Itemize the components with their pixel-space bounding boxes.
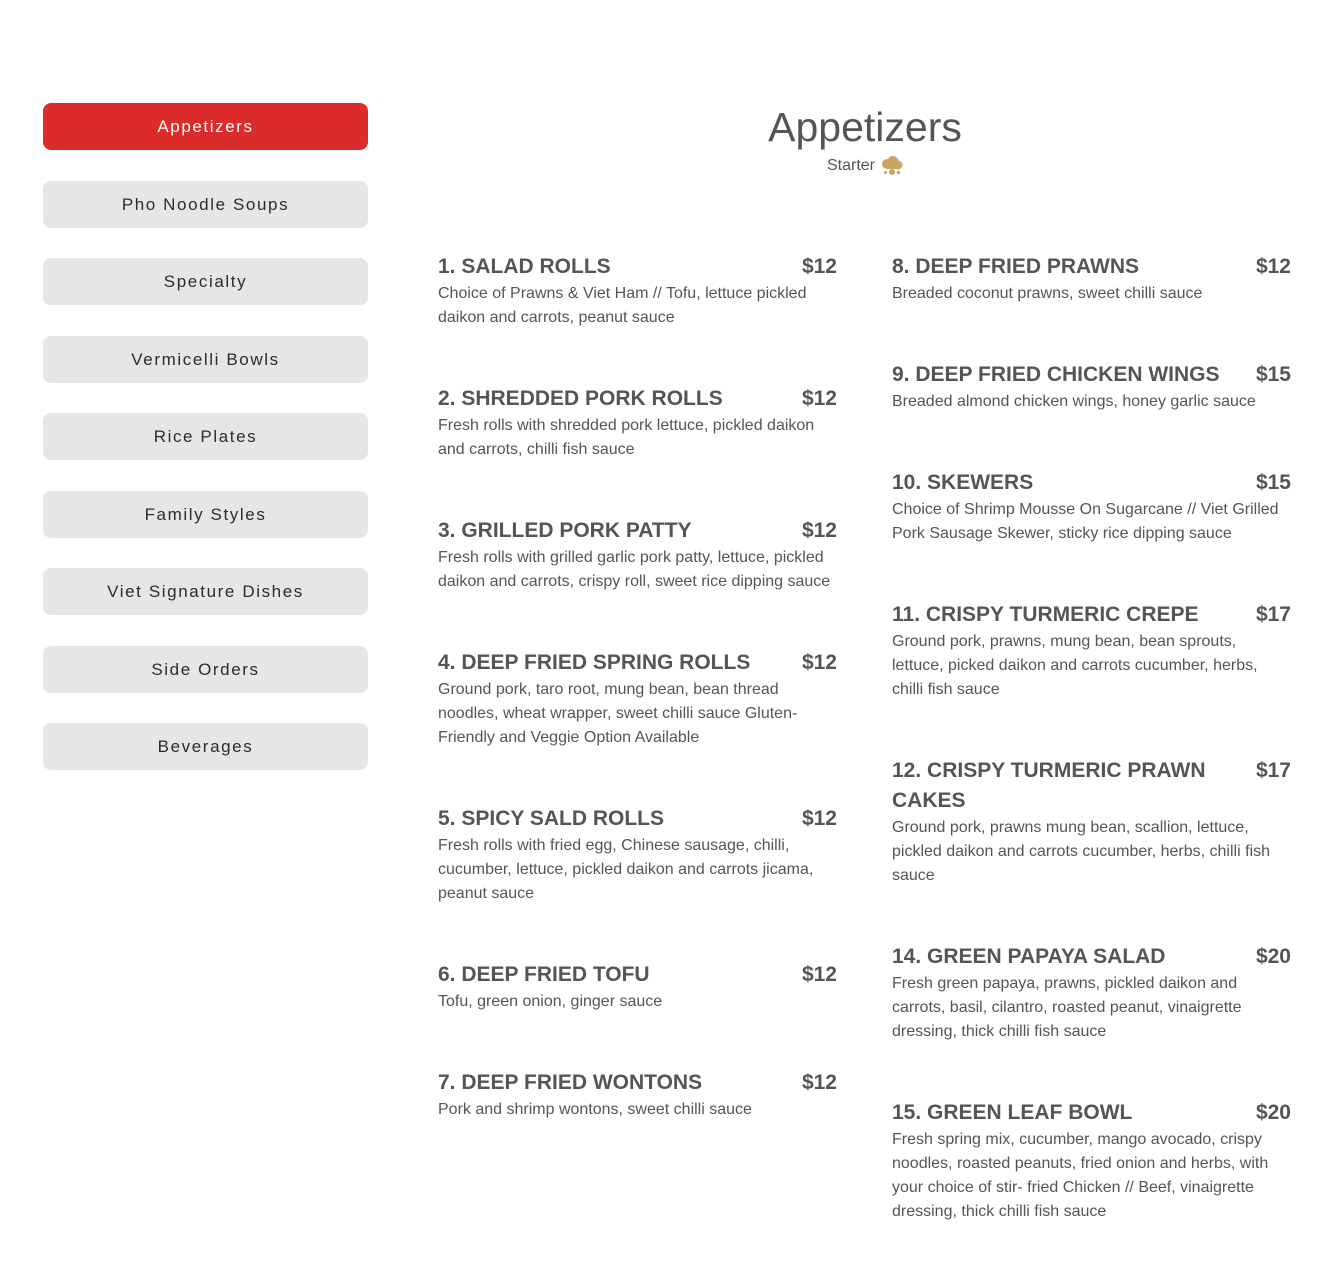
item-name: 15. GREEN LEAF BOWL [892,1101,1133,1124]
item-name: 7. DEEP FRIED WONTONS [438,1071,703,1094]
item-description: Pork and shrimp wontons, sweet chilli sauce [438,1101,752,1118]
category-rice-plates-button[interactable]: Rice Plates [43,413,368,460]
menu-item [892,942,1291,1044]
item-price: $12 [801,255,837,278]
item-description: Ground pork, taro root, mung bean, bean thread noodles, wheat wrapper, sweet chilli sauce Gluten-Friendly and Veggie Option Available [438,681,798,746]
item-price: $15 [1255,363,1291,386]
subtitle-text: Starter [826,157,875,174]
category-beverages-button[interactable]: Beverages [43,723,368,770]
item-name: 8. DEEP FRIED PRAWNS [892,255,1139,278]
menu-item [892,600,1291,702]
item-description: Tofu, green onion, ginger sauce [438,993,663,1010]
menu-item [438,960,837,1014]
category-sidebar [43,103,368,801]
menu-item [438,516,837,594]
item-description: Ground pork, prawns mung bean, scallion, lettuce, pickled daikon and carrots cucumber, herbs, chilli fish sauce [892,819,1270,884]
item-price: $12 [801,1071,837,1094]
cloud-icon [881,156,903,176]
item-price: $12 [801,519,837,542]
section-subtitle [827,156,903,176]
category-pho-noodle-soups-button[interactable]: Pho Noodle Soups [43,181,368,228]
category-family-styles-button[interactable]: Family Styles [43,491,368,538]
item-description: Fresh rolls with fried egg, Chinese sausage, chilli, cucumber, lettuce, pickled daikon and carrots jicama, peanut sauce [438,837,814,902]
menu-item [438,648,837,750]
item-name: 11. CRISPY TURMERIC CREPE [892,603,1199,626]
category-viet-signature-dishes-button[interactable]: Viet Signature Dishes [43,568,368,615]
category-vermicelli-bowls-button[interactable]: Vermicelli Bowls [43,336,368,383]
item-description: Fresh rolls with grilled garlic pork patty, lettuce, pickled daikon and carrots, crispy roll, sweet rice dipping sauce [438,549,831,590]
item-price: $20 [1255,945,1291,968]
menu-item [438,384,837,462]
menu-item [892,360,1291,414]
item-price: $12 [801,387,837,410]
menu-column-left [438,252,837,1176]
item-name: 6. DEEP FRIED TOFU [438,963,650,986]
item-description: Choice of Shrimp Mousse On Sugarcane // Viet Grilled Pork Sausage Skewer, sticky rice dipping sauce [892,501,1279,542]
item-price: $12 [801,963,837,986]
item-name: 1. SALAD ROLLS [438,255,611,278]
item-name: 3. GRILLED PORK PATTY [438,519,692,542]
item-name: 9. DEEP FRIED CHICKEN WINGS [892,363,1220,386]
item-name: 10. SKEWERS [892,471,1034,494]
item-description: Fresh rolls with shredded pork lettuce, pickled daikon and carrots, chilli fish sauce [438,417,815,458]
menu-item [438,804,837,906]
item-price: $12 [1255,255,1291,278]
item-name: 12. CRISPY TURMERIC PRAWN CAKES [892,759,1206,812]
item-name: 2. SHREDDED PORK ROLLS [438,387,723,410]
item-price: $20 [1255,1101,1291,1124]
section-title: Appetizers [768,104,962,150]
item-description: Fresh green papaya, prawns, pickled daikon and carrots, basil, cilantro, roasted peanut, vinaigrette dressing, thick chilli fish sauce [892,975,1242,1040]
category-specialty-button[interactable]: Specialty [43,258,368,305]
item-description: Breaded almond chicken wings, honey garlic sauce [892,393,1256,410]
menu-item [438,1068,837,1122]
section-header [430,104,1300,176]
item-price: $15 [1255,471,1291,494]
menu-item [892,468,1291,546]
item-price: $12 [801,651,837,674]
item-name: 5. SPICY SALD ROLLS [438,807,664,830]
menu-item [892,756,1291,888]
item-price: $17 [1255,603,1291,626]
item-description: Breaded coconut prawns, sweet chilli sauce [892,285,1203,302]
item-description: Ground pork, prawns, mung bean, bean sprouts, lettuce, picked daikon and carrots cucumber, herbs, chilli fish sauce [892,633,1258,698]
item-price: $17 [1255,759,1291,782]
item-description: Choice of Prawns & Viet Ham // Tofu, lettuce pickled daikon and carrots, peanut sauce [438,285,807,326]
item-description: Fresh spring mix, cucumber, mango avocado, crispy noodles, roasted peanuts, fried onion and herbs, with your choice of stir- fried Chicken // Beef, vinaigrette dressing, thick chilli fish sauce [892,1131,1269,1220]
menu-column-right [892,252,1291,1269]
menu-item [892,252,1291,306]
menu-item [438,252,837,330]
item-price: $12 [801,807,837,830]
category-appetizers-button[interactable]: Appetizers [43,103,368,150]
item-name: 14. GREEN PAPAYA SALAD [892,945,1166,968]
item-name: 4. DEEP FRIED SPRING ROLLS [438,651,751,674]
menu-item [892,1098,1291,1224]
category-side-orders-button[interactable]: Side Orders [43,646,368,693]
